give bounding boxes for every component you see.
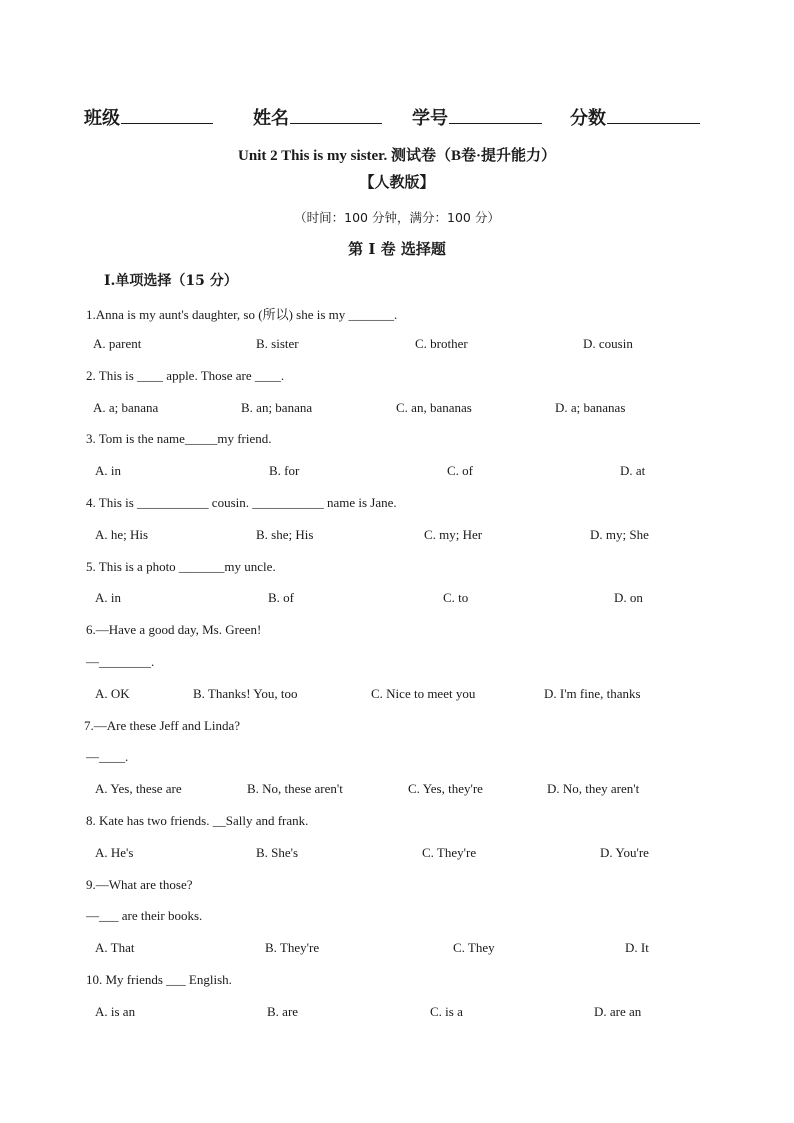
name-blank — [290, 105, 382, 124]
option-b: B. of — [268, 590, 294, 605]
score-label: 分数 — [570, 108, 606, 129]
option-c: C. is a — [430, 1004, 463, 1019]
edition-label: 【人教版】 — [359, 173, 435, 191]
option-b: B. sister — [256, 336, 299, 351]
option-a: A. OK — [95, 686, 130, 701]
option-c: C. an, bananas — [396, 400, 472, 415]
option-d: D. I'm fine, thanks — [544, 686, 641, 701]
section-heading: I.单项选择（15 分） — [104, 273, 238, 289]
name-field — [253, 104, 382, 130]
question-stem: 3. Tom is the name_____my friend. — [86, 431, 272, 446]
option-c: C. Nice to meet you — [371, 686, 476, 701]
option-a: A. in — [95, 463, 121, 478]
option-b: B. she; His — [256, 527, 314, 542]
question-stem: 7.—Are these Jeff and Linda? — [84, 718, 241, 733]
option-a: A. a; banana — [93, 400, 159, 415]
exam-title: Unit 2 This is my sister. 测试卷（B卷·提升能力） — [238, 148, 556, 164]
option-a: A. Yes, these are — [95, 781, 182, 796]
question-stem: 8. Kate has two friends. __Sally and frank. — [86, 813, 309, 828]
option-c: C. They — [453, 940, 495, 955]
option-d: D. on — [614, 590, 643, 605]
volume-heading: 第 I 卷 选择题 — [348, 240, 446, 258]
question-stem: 6.—Have a good day, Ms. Green! — [86, 622, 262, 637]
question-stem: 5. This is a photo _______my uncle. — [86, 559, 276, 574]
class-field — [84, 104, 213, 130]
option-c: C. They're — [422, 845, 477, 860]
option-d: D. are an — [594, 1004, 642, 1019]
class-label: 班级 — [84, 108, 120, 129]
question-stem: 1.Anna is my aunt's daughter, so (所以) she is my _______. — [86, 307, 398, 322]
option-b: B. are — [267, 1004, 299, 1019]
option-c: C. of — [447, 463, 473, 478]
score-field — [570, 104, 700, 130]
option-d: D. my; She — [590, 527, 649, 542]
number-field — [412, 104, 542, 130]
question-stem: 10. My friends ___ English. — [86, 972, 232, 987]
option-d: D. No, they aren't — [547, 781, 640, 796]
option-b: B. Thanks! You, too — [193, 686, 298, 701]
option-b: B. an; banana — [241, 400, 313, 415]
class-blank — [121, 105, 213, 124]
option-b: B. No, these aren't — [247, 781, 343, 796]
option-a: A. He's — [95, 845, 134, 860]
option-b: B. They're — [265, 940, 320, 955]
number-blank — [449, 105, 542, 124]
answer-line: —________. — [86, 654, 155, 669]
option-c: C. brother — [415, 336, 468, 351]
option-c: C. my; Her — [424, 527, 483, 542]
option-b: B. She's — [256, 845, 299, 860]
question-stem: 2. This is ____ apple. Those are ____. — [86, 368, 285, 383]
option-b: B. for — [269, 463, 300, 478]
option-d: D. You're — [600, 845, 649, 860]
question-stem: 9.—What are those? — [86, 877, 193, 892]
option-a: A. he; His — [95, 527, 149, 542]
option-a: A. is an — [95, 1004, 136, 1019]
question-stem: 4. This is ___________ cousin. ___________ name is Jane. — [86, 495, 397, 510]
time-info: （时间：100 分钟，满分：100 分） — [294, 210, 500, 225]
answer-line: —____. — [86, 749, 129, 764]
number-label: 学号 — [412, 108, 448, 129]
option-c: C. Yes, they're — [408, 781, 483, 796]
name-label: 姓名 — [253, 108, 289, 129]
option-a: A. parent — [93, 336, 142, 351]
option-a: A. That — [95, 940, 135, 955]
option-d: D. cousin — [583, 336, 633, 351]
option-d: D. It — [625, 940, 649, 955]
answer-line: —___ are their books. — [86, 908, 203, 923]
option-a: A. in — [95, 590, 121, 605]
score-blank — [607, 105, 700, 124]
option-d: D. at — [620, 463, 646, 478]
option-c: C. to — [443, 590, 469, 605]
option-d: D. a; bananas — [555, 400, 626, 415]
student-info-header — [0, 104, 794, 130]
